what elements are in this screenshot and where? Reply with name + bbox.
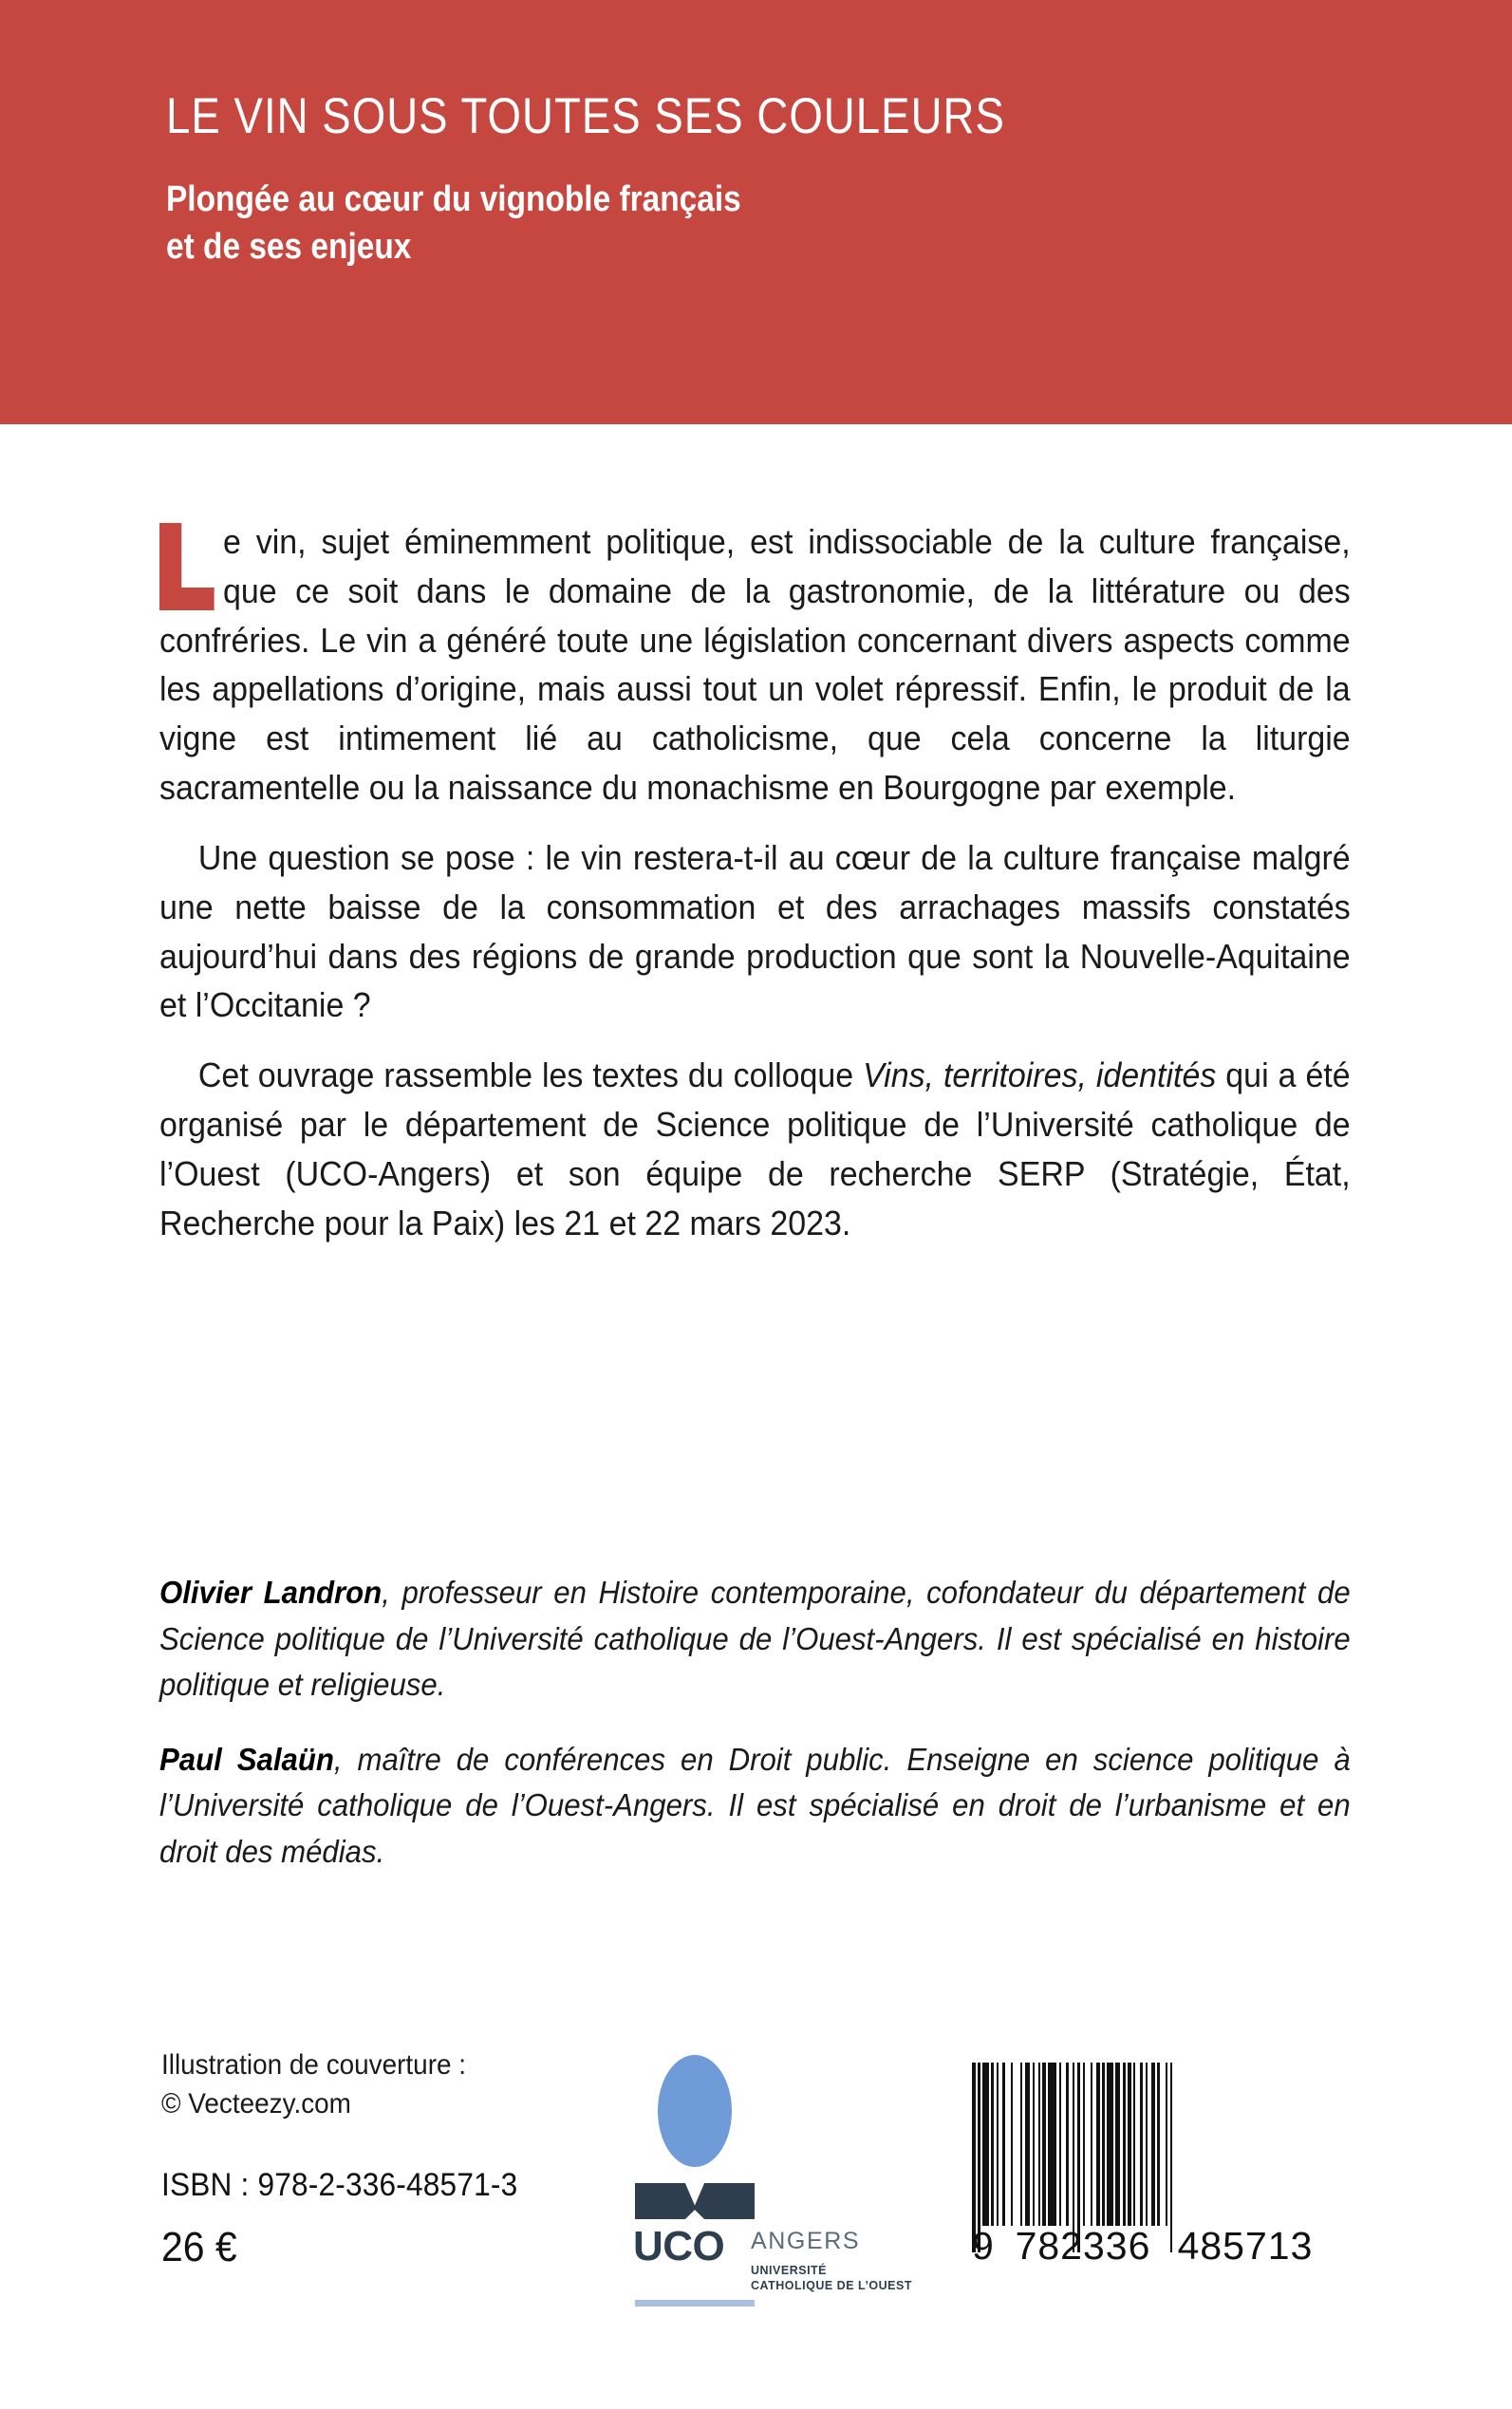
book-subtitle-line-2: et de ses enjeux	[166, 227, 412, 268]
logo-tagline-line-1: UNIVERSITÉ	[751, 2264, 828, 2277]
footer	[0, 2045, 1512, 2330]
blurb-paragraph-3	[159, 1051, 1351, 1247]
logo-underline-bar	[635, 2300, 755, 2306]
logo-circle-icon	[658, 2055, 732, 2167]
uco-logo	[629, 2055, 912, 2311]
barcode	[972, 2063, 1335, 2290]
isbn-text: ISBN : 978-2-336-48571-3	[161, 2167, 518, 2203]
blurb-paragraph-3-part-1: Cet ouvrage rassemble les textes du colloque	[197, 1055, 864, 1095]
author-description: , maître de conférences en Droit public. Enseigne en science politique à l’Université catholique de l’Ouest-Angers. Il est spécialisé en droit de l’urbanisme et en droit des médias.	[159, 1742, 1351, 1870]
book-subtitle	[166, 176, 1210, 271]
illustration-credit: © Vecteezy.com	[161, 2088, 351, 2120]
logo-open-book-icon	[635, 2183, 755, 2219]
header-banner	[0, 0, 1512, 424]
author-bio	[159, 1738, 1351, 1877]
header-text-block	[166, 88, 1353, 271]
book-title: LE VIN SOUS TOUTES SES COULEURS	[166, 88, 1005, 144]
drop-cap-letter	[159, 523, 215, 610]
barcode-bars	[972, 2063, 1335, 2226]
barcode-digit-group-2: 782336	[1015, 2224, 1151, 2268]
author-name: Olivier Landron	[159, 1576, 383, 1611]
author-bios	[159, 1571, 1351, 1876]
logo-tagline-line-2: CATHOLIQUE DE L’OUEST	[751, 2278, 912, 2292]
book-subtitle-line-1: Plongée au cœur du vignoble français	[166, 179, 741, 219]
author-name: Paul Salaün	[159, 1742, 334, 1778]
barcode-digit-group-3: 485713	[1177, 2224, 1314, 2268]
author-bio	[159, 1571, 1351, 1709]
illustration-credit-block	[161, 2045, 655, 2124]
logo-tagline	[751, 2264, 922, 2293]
author-description: , professeur en Histoire contemporaine, cofondateur du département de Science politique de l’Université catholique de l’Ouest-Angers. Il est spécialisé en histoire politique et religieuse.	[159, 1576, 1351, 1704]
logo-city: ANGERS	[751, 2228, 861, 2254]
blurb-paragraph-1	[159, 517, 1351, 812]
colloquium-title: Vins, territoires, identités	[863, 1055, 1217, 1095]
blurb-paragraph-1-text: e vin, sujet éminemment politique, est indissociable de la culture française, que ce soit dans le domaine de la gastronomie, de la littérature ou des confréries. Le vin a généré toute une législation concernant divers aspects comme les appellations d’origine, mais aussi tout un volet répressif. Enfin, le produit de la vigne est intimement lié au catholicisme, que cela concerne la liturgie sacramentelle ou la naissance du monachisme en Bourgogne par exemple.	[159, 522, 1351, 808]
illustration-label: Illustration de couverture :	[161, 2049, 467, 2081]
blurb-block	[159, 517, 1351, 1248]
drop-cap-foot	[159, 588, 215, 610]
barcode-digit-group-1: 9	[972, 2224, 995, 2268]
blurb-paragraph-3-part-2: qui a été organisé par le département de Science politique de l’Université catholique de l’Ouest (UCO-Angers) et son équipe de recherche SERP (Stratégie, État, Recherche pour la Paix) les 21 et 22 mars 2023.	[159, 1055, 1351, 1242]
logo-wordmark: UCO	[633, 2223, 725, 2269]
price-text: 26 €	[161, 2224, 237, 2270]
blurb-paragraph-2: Une question se pose : le vin restera-t-il au cœur de la culture française malgré une nette baisse de la consommation et des arrachages massifs constatés aujourd’hui dans des régions de grande production que sont la Nouvelle-Aquitaine et l’Occitanie ?	[159, 837, 1351, 1025]
barcode-digits	[972, 2224, 1335, 2269]
